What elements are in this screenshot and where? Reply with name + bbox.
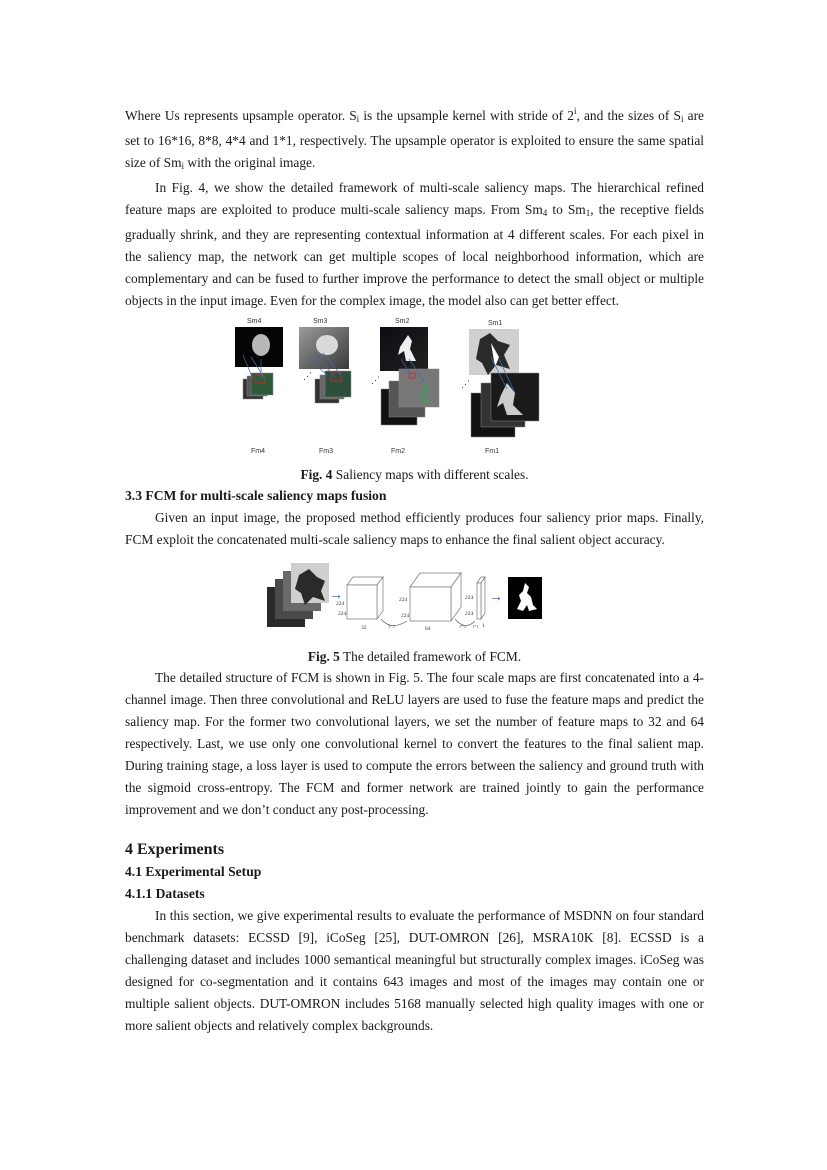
fig4-caption: Fig. 4 Saliency maps with different scales.: [300, 467, 529, 482]
kernel-label: 3*3: [387, 624, 395, 629]
conv-block-32: [347, 577, 383, 619]
fig4-top-label: Sm2: [394, 318, 409, 325]
dim-label: 224: [464, 595, 473, 601]
svg-text:⋰: ⋰: [370, 375, 380, 385]
fig4-bottom-label: Fm1: [484, 448, 499, 455]
figure-4: [195, 313, 635, 465]
fig4-top-label: Sm4: [246, 318, 261, 325]
feature-map-fm1: [461, 373, 539, 437]
section-4-1-heading: 4.1 Experimental Setup: [125, 864, 262, 879]
fig4-bottom-label: Fm3: [318, 448, 333, 455]
fig5-caption: Fig. 5 The detailed framework of FCM.: [307, 649, 522, 664]
paragraph-multiscale: In Fig. 4, we show the detailed framework of multi-scale saliency maps. The hierarchical refined feature maps are exploited to produce multi-scale saliency maps. From Sm4 to Sm1, the receptive fields gradually shrink, and they are representing contextual information at 4 different scales. For each pixel in the saliency map, the network can get multiple scopes of local neighborhood information, which are complementary and can be fused to further improve the performance to detect the small object or multiple objects in the input image. Even for the complex image, the model also can get better effect.: [125, 180, 704, 308]
arrow-icon: →: [488, 590, 503, 605]
fig4-top-label: Sm3: [312, 318, 327, 325]
dim-label: 224: [337, 611, 346, 617]
dim-label: 224: [335, 601, 344, 607]
feature-map-fm4: [243, 373, 273, 399]
svg-text:⋰: ⋰: [460, 379, 470, 389]
kernel-label: 3*3: [458, 624, 466, 629]
fcm-input-stack: [267, 563, 329, 627]
dim-label: 224: [398, 597, 407, 603]
feature-map-fm3: [303, 371, 351, 403]
paragraph-fcm-structure: The detailed structure of FCM is shown in Fig. 5. The four scale maps are first concatenated into a 4-channel image. Then three convolutional and ReLU layers are used to fuse the feature maps and predict the saliency map. For the former two convolutional layers, we set the number of feature maps to 32 and 64 respectively. Last, we use only one convolutional kernel to convert the features to the final salient map. During training stage, a loss layer is used to compute the errors between the saliency and ground truth with the sigmoid cross-entropy. The FCM and former network are trained jointly to gain the performance improvement and we don’t conduct any post-processing.: [125, 670, 704, 817]
section-4-heading: 4 Experiments: [125, 841, 225, 858]
figure-5: [265, 559, 565, 641]
fig4-bottom-label: Fm4: [250, 448, 265, 455]
dim-label: 1: [481, 623, 485, 629]
paragraph-datasets: In this section, we give experimental results to evaluate the performance of MSDNN on four standard benchmark datasets: ECSSD [9], iCoSeg [25], DUT-OMRON [26], MSRA10K [8]. ECSSD is a challenging dataset and includes 1000 semantical meaningful but structurally complex images. iCoSeg was designed for co-segmentation and it contains 643 images and most of the images may contain one or multiple salient objects. DUT-OMRON includes 5168 manually selected high quality images with one or more salient objects and relatively complex backgrounds.: [125, 908, 704, 1033]
conv-block-64: [410, 573, 461, 621]
paragraph-upsample: Where Us represents upsample operator. Si is the upsample kernel with stride of 2$^i$, and the sizes of Si are set to 16*16, 8*8, 4*4 and 1*1, respectively. The upsample operator is exploited to ensure the same spatial size of Smi with the original image.: [125, 106, 704, 171]
section-4-1-1-heading: 4.1.1 Datasets: [125, 886, 205, 901]
page-content: [125, 100, 704, 1037]
paragraph-fcm-intro: Given an input image, the proposed method efficiently produces four saliency prior maps. Finally, FCM exploit the concatenated multi-scale saliency maps to enhance the final salient object accuracy.: [125, 510, 704, 547]
svg-text:⋰: ⋰: [302, 371, 312, 381]
conv-block-1: [477, 577, 485, 619]
arrow-icon: →: [328, 588, 343, 603]
dim-label: 224: [400, 613, 409, 619]
dim-label: 224: [464, 611, 473, 617]
feature-map-fm2: [371, 369, 439, 425]
fig4-top-label: Sm1: [487, 320, 502, 327]
dim-label: 64: [424, 626, 430, 632]
section-3-3-heading: 3.3 FCM for multi-scale saliency maps fusion: [125, 488, 387, 503]
kernel-label: 1*1: [471, 624, 479, 629]
dim-label: 32: [360, 625, 366, 631]
fig4-bottom-label: Fm2: [390, 448, 405, 455]
